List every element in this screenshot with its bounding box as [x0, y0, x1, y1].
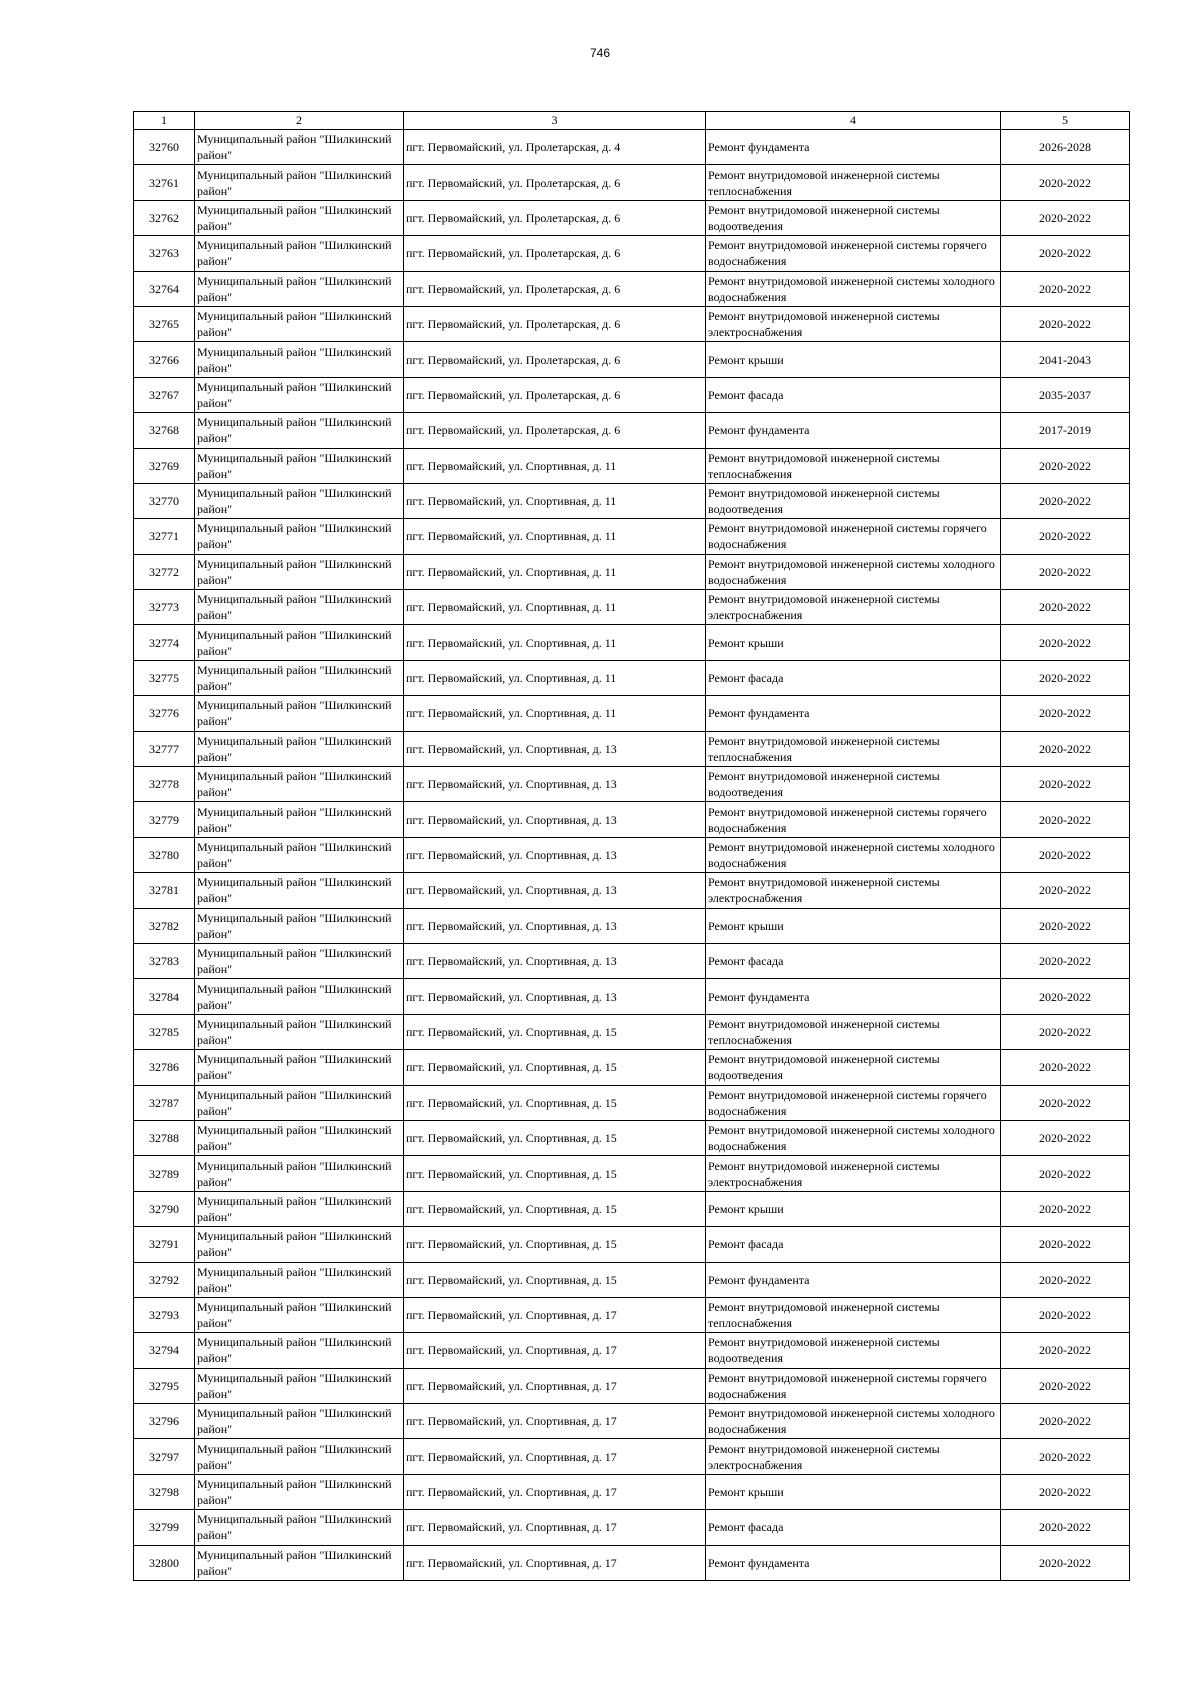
- table-row: [134, 837, 1130, 872]
- row-number-cell: 32783: [134, 943, 195, 978]
- district-cell: Муниципальный район "Шилкинский район": [195, 1227, 404, 1262]
- district-cell: Муниципальный район "Шилкинский район": [195, 1474, 404, 1509]
- table-row: [134, 767, 1130, 802]
- table-row: [134, 1227, 1130, 1262]
- header-row: [134, 112, 1130, 130]
- table-row: [134, 413, 1130, 448]
- period-cell: 2020-2022: [1001, 271, 1130, 306]
- row-number-cell: 32769: [134, 448, 195, 483]
- address-cell: пгт. Первомайский, ул. Спортивная, д. 13: [404, 802, 706, 837]
- district-cell: Муниципальный район "Шилкинский район": [195, 200, 404, 235]
- work-type-cell: Ремонт крыши: [706, 908, 1001, 943]
- district-cell: Муниципальный район "Шилкинский район": [195, 943, 404, 978]
- district-cell: Муниципальный район "Шилкинский район": [195, 767, 404, 802]
- table-row: [134, 696, 1130, 731]
- period-cell: 2020-2022: [1001, 1404, 1130, 1439]
- address-cell: пгт. Первомайский, ул. Спортивная, д. 15: [404, 1191, 706, 1226]
- address-cell: пгт. Первомайский, ул. Спортивная, д. 17: [404, 1404, 706, 1439]
- work-type-cell: Ремонт фундамента: [706, 130, 1001, 165]
- table-row: [134, 1474, 1130, 1509]
- row-number-cell: 32776: [134, 696, 195, 731]
- row-number-cell: 32765: [134, 306, 195, 341]
- table-row: [134, 271, 1130, 306]
- work-type-cell: Ремонт фундамента: [706, 1545, 1001, 1580]
- period-cell: 2020-2022: [1001, 1510, 1130, 1545]
- row-number-cell: 32780: [134, 837, 195, 872]
- address-cell: пгт. Первомайский, ул. Пролетарская, д. 6: [404, 342, 706, 377]
- work-type-cell: Ремонт фасада: [706, 1510, 1001, 1545]
- work-type-cell: Ремонт фасада: [706, 943, 1001, 978]
- table-row: [134, 908, 1130, 943]
- row-number-cell: 32770: [134, 483, 195, 518]
- table-row: [134, 1262, 1130, 1297]
- table-row: [134, 1510, 1130, 1545]
- period-cell: 2020-2022: [1001, 483, 1130, 518]
- table-row: [134, 130, 1130, 165]
- period-cell: 2020-2022: [1001, 1333, 1130, 1368]
- work-type-cell: Ремонт фасада: [706, 1227, 1001, 1262]
- district-cell: Муниципальный район "Шилкинский район": [195, 908, 404, 943]
- table-row: [134, 236, 1130, 271]
- table-row: [134, 342, 1130, 377]
- work-type-cell: Ремонт внутридомовой инженерной системы горячего водоснабжения: [706, 519, 1001, 554]
- address-cell: пгт. Первомайский, ул. Спортивная, д. 13: [404, 908, 706, 943]
- period-cell: 2020-2022: [1001, 802, 1130, 837]
- district-cell: Муниципальный район "Шилкинский район": [195, 519, 404, 554]
- table-row: [134, 554, 1130, 589]
- period-cell: 2020-2022: [1001, 1368, 1130, 1403]
- address-cell: пгт. Первомайский, ул. Спортивная, д. 11: [404, 625, 706, 660]
- district-cell: Муниципальный район "Шилкинский район": [195, 342, 404, 377]
- address-cell: пгт. Первомайский, ул. Спортивная, д. 17: [404, 1545, 706, 1580]
- period-cell: 2020-2022: [1001, 1120, 1130, 1155]
- address-cell: пгт. Первомайский, ул. Пролетарская, д. 6: [404, 271, 706, 306]
- period-cell: 2020-2022: [1001, 731, 1130, 766]
- period-cell: 2020-2022: [1001, 554, 1130, 589]
- row-number-cell: 32778: [134, 767, 195, 802]
- table-row: [134, 1439, 1130, 1474]
- period-cell: 2020-2022: [1001, 590, 1130, 625]
- period-cell: 2020-2022: [1001, 767, 1130, 802]
- address-cell: пгт. Первомайский, ул. Пролетарская, д. 6: [404, 306, 706, 341]
- work-type-cell: Ремонт внутридомовой инженерной системы водоотведения: [706, 483, 1001, 518]
- work-type-cell: Ремонт внутридомовой инженерной системы электроснабжения: [706, 306, 1001, 341]
- table-row: [134, 979, 1130, 1014]
- row-number-cell: 32795: [134, 1368, 195, 1403]
- row-number-cell: 32793: [134, 1297, 195, 1332]
- table-row: [134, 1191, 1130, 1226]
- period-cell: 2020-2022: [1001, 236, 1130, 271]
- table-row: [134, 1297, 1130, 1332]
- period-cell: 2020-2022: [1001, 979, 1130, 1014]
- period-cell: 2020-2022: [1001, 165, 1130, 200]
- address-cell: пгт. Первомайский, ул. Спортивная, д. 17: [404, 1439, 706, 1474]
- district-cell: Муниципальный район "Шилкинский район": [195, 979, 404, 1014]
- district-cell: Муниципальный район "Шилкинский район": [195, 165, 404, 200]
- column-header-4: 4: [706, 112, 1001, 130]
- work-type-cell: Ремонт крыши: [706, 1191, 1001, 1226]
- period-cell: 2020-2022: [1001, 306, 1130, 341]
- period-cell: 2020-2022: [1001, 873, 1130, 908]
- work-type-cell: Ремонт внутридомовой инженерной системы горячего водоснабжения: [706, 236, 1001, 271]
- period-cell: 2041-2043: [1001, 342, 1130, 377]
- column-header-2: 2: [195, 112, 404, 130]
- address-cell: пгт. Первомайский, ул. Спортивная, д. 11: [404, 660, 706, 695]
- work-type-cell: Ремонт фундамента: [706, 1262, 1001, 1297]
- district-cell: Муниципальный район "Шилкинский район": [195, 448, 404, 483]
- address-cell: пгт. Первомайский, ул. Спортивная, д. 15: [404, 1156, 706, 1191]
- district-cell: Муниципальный район "Шилкинский район": [195, 130, 404, 165]
- row-number-cell: 32771: [134, 519, 195, 554]
- work-type-cell: Ремонт внутридомовой инженерной системы теплоснабжения: [706, 1014, 1001, 1049]
- row-number-cell: 32797: [134, 1439, 195, 1474]
- row-number-cell: 32773: [134, 590, 195, 625]
- table-row: [134, 200, 1130, 235]
- table-row: [134, 660, 1130, 695]
- district-cell: Муниципальный район "Шилкинский район": [195, 1333, 404, 1368]
- district-cell: Муниципальный район "Шилкинский район": [195, 377, 404, 412]
- column-header-1: 1: [134, 112, 195, 130]
- work-type-cell: Ремонт внутридомовой инженерной системы теплоснабжения: [706, 165, 1001, 200]
- row-number-cell: 32764: [134, 271, 195, 306]
- table-row: [134, 165, 1130, 200]
- row-number-cell: 32775: [134, 660, 195, 695]
- work-type-cell: Ремонт фасада: [706, 660, 1001, 695]
- period-cell: 2020-2022: [1001, 837, 1130, 872]
- row-number-cell: 32766: [134, 342, 195, 377]
- column-header-3: 3: [404, 112, 706, 130]
- table-row: [134, 1404, 1130, 1439]
- work-type-cell: Ремонт крыши: [706, 625, 1001, 660]
- row-number-cell: 32792: [134, 1262, 195, 1297]
- address-cell: пгт. Первомайский, ул. Пролетарская, д. 4: [404, 130, 706, 165]
- district-cell: Муниципальный район "Шилкинский район": [195, 1085, 404, 1120]
- district-cell: Муниципальный район "Шилкинский район": [195, 1404, 404, 1439]
- work-type-cell: Ремонт внутридомовой инженерной системы электроснабжения: [706, 1439, 1001, 1474]
- page-number: 746: [589, 46, 611, 60]
- district-cell: Муниципальный район "Шилкинский район": [195, 660, 404, 695]
- table-row: [134, 483, 1130, 518]
- address-cell: пгт. Первомайский, ул. Спортивная, д. 11: [404, 448, 706, 483]
- table-row: [134, 625, 1130, 660]
- repair-schedule-table: [133, 111, 1130, 1581]
- district-cell: Муниципальный район "Шилкинский район": [195, 271, 404, 306]
- work-type-cell: Ремонт внутридомовой инженерной системы холодного водоснабжения: [706, 1404, 1001, 1439]
- period-cell: 2020-2022: [1001, 1262, 1130, 1297]
- district-cell: Муниципальный район "Шилкинский район": [195, 1368, 404, 1403]
- table-row: [134, 731, 1130, 766]
- table-row: [134, 590, 1130, 625]
- table-row: [134, 943, 1130, 978]
- row-number-cell: 32789: [134, 1156, 195, 1191]
- work-type-cell: Ремонт внутридомовой инженерной системы электроснабжения: [706, 590, 1001, 625]
- address-cell: пгт. Первомайский, ул. Пролетарская, д. 6: [404, 165, 706, 200]
- address-cell: пгт. Первомайский, ул. Спортивная, д. 17: [404, 1474, 706, 1509]
- address-cell: пгт. Первомайский, ул. Спортивная, д. 17: [404, 1510, 706, 1545]
- work-type-cell: Ремонт внутридомовой инженерной системы теплоснабжения: [706, 448, 1001, 483]
- table-row: [134, 1120, 1130, 1155]
- table-row: [134, 1050, 1130, 1085]
- address-cell: пгт. Первомайский, ул. Спортивная, д. 17: [404, 1297, 706, 1332]
- period-cell: 2020-2022: [1001, 1297, 1130, 1332]
- work-type-cell: Ремонт внутридомовой инженерной системы горячего водоснабжения: [706, 1368, 1001, 1403]
- work-type-cell: Ремонт фундамента: [706, 979, 1001, 1014]
- row-number-cell: 32761: [134, 165, 195, 200]
- period-cell: 2020-2022: [1001, 908, 1130, 943]
- work-type-cell: Ремонт внутридомовой инженерной системы горячего водоснабжения: [706, 1085, 1001, 1120]
- row-number-cell: 32799: [134, 1510, 195, 1545]
- district-cell: Муниципальный район "Шилкинский район": [195, 483, 404, 518]
- district-cell: Муниципальный район "Шилкинский район": [195, 1050, 404, 1085]
- district-cell: Муниципальный район "Шилкинский район": [195, 1439, 404, 1474]
- district-cell: Муниципальный район "Шилкинский район": [195, 306, 404, 341]
- row-number-cell: 32800: [134, 1545, 195, 1580]
- work-type-cell: Ремонт внутридомовой инженерной системы электроснабжения: [706, 873, 1001, 908]
- period-cell: 2020-2022: [1001, 1156, 1130, 1191]
- row-number-cell: 32796: [134, 1404, 195, 1439]
- address-cell: пгт. Первомайский, ул. Спортивная, д. 15: [404, 1050, 706, 1085]
- address-cell: пгт. Первомайский, ул. Спортивная, д. 15: [404, 1085, 706, 1120]
- table-row: [134, 306, 1130, 341]
- address-cell: пгт. Первомайский, ул. Спортивная, д. 13: [404, 837, 706, 872]
- district-cell: Муниципальный район "Шилкинский район": [195, 1510, 404, 1545]
- row-number-cell: 32785: [134, 1014, 195, 1049]
- period-cell: 2020-2022: [1001, 1085, 1130, 1120]
- address-cell: пгт. Первомайский, ул. Спортивная, д. 13: [404, 731, 706, 766]
- address-cell: пгт. Первомайский, ул. Спортивная, д. 11: [404, 590, 706, 625]
- row-number-cell: 32798: [134, 1474, 195, 1509]
- table-row: [134, 802, 1130, 837]
- work-type-cell: Ремонт внутридомовой инженерной системы водоотведения: [706, 1050, 1001, 1085]
- period-cell: 2020-2022: [1001, 660, 1130, 695]
- row-number-cell: 32774: [134, 625, 195, 660]
- period-cell: 2017-2019: [1001, 413, 1130, 448]
- address-cell: пгт. Первомайский, ул. Спортивная, д. 11: [404, 519, 706, 554]
- address-cell: пгт. Первомайский, ул. Пролетарская, д. 6: [404, 377, 706, 412]
- row-number-cell: 32772: [134, 554, 195, 589]
- district-cell: Муниципальный район "Шилкинский район": [195, 1014, 404, 1049]
- address-cell: пгт. Первомайский, ул. Спортивная, д. 17: [404, 1333, 706, 1368]
- row-number-cell: 32787: [134, 1085, 195, 1120]
- work-type-cell: Ремонт фундамента: [706, 413, 1001, 448]
- period-cell: 2020-2022: [1001, 1014, 1130, 1049]
- table-row: [134, 1014, 1130, 1049]
- work-type-cell: Ремонт внутридомовой инженерной системы теплоснабжения: [706, 1297, 1001, 1332]
- table-row: [134, 1333, 1130, 1368]
- address-cell: пгт. Первомайский, ул. Пролетарская, д. 6: [404, 236, 706, 271]
- address-cell: пгт. Первомайский, ул. Спортивная, д. 11: [404, 554, 706, 589]
- district-cell: Муниципальный район "Шилкинский район": [195, 802, 404, 837]
- district-cell: Муниципальный район "Шилкинский район": [195, 731, 404, 766]
- row-number-cell: 32762: [134, 200, 195, 235]
- period-cell: 2020-2022: [1001, 448, 1130, 483]
- table-header: [134, 112, 1130, 130]
- table-row: [134, 1545, 1130, 1580]
- row-number-cell: 32788: [134, 1120, 195, 1155]
- table-row: [134, 377, 1130, 412]
- work-type-cell: Ремонт внутридомовой инженерной системы водоотведения: [706, 1333, 1001, 1368]
- work-type-cell: Ремонт крыши: [706, 342, 1001, 377]
- address-cell: пгт. Первомайский, ул. Спортивная, д. 13: [404, 979, 706, 1014]
- row-number-cell: 32791: [134, 1227, 195, 1262]
- period-cell: 2020-2022: [1001, 200, 1130, 235]
- period-cell: 2026-2028: [1001, 130, 1130, 165]
- period-cell: 2020-2022: [1001, 1191, 1130, 1226]
- table-row: [134, 1156, 1130, 1191]
- row-number-cell: 32784: [134, 979, 195, 1014]
- district-cell: Муниципальный район "Шилкинский район": [195, 625, 404, 660]
- row-number-cell: 32768: [134, 413, 195, 448]
- district-cell: Муниципальный район "Шилкинский район": [195, 236, 404, 271]
- table-body: [134, 130, 1130, 1581]
- row-number-cell: 32782: [134, 908, 195, 943]
- address-cell: пгт. Первомайский, ул. Пролетарская, д. 6: [404, 200, 706, 235]
- district-cell: Муниципальный район "Шилкинский район": [195, 1120, 404, 1155]
- period-cell: 2020-2022: [1001, 1545, 1130, 1580]
- work-type-cell: Ремонт внутридомовой инженерной системы теплоснабжения: [706, 731, 1001, 766]
- period-cell: 2020-2022: [1001, 1439, 1130, 1474]
- address-cell: пгт. Первомайский, ул. Спортивная, д. 11: [404, 483, 706, 518]
- work-type-cell: Ремонт фасада: [706, 377, 1001, 412]
- work-type-cell: Ремонт внутридомовой инженерной системы водоотведения: [706, 767, 1001, 802]
- address-cell: пгт. Первомайский, ул. Спортивная, д. 15: [404, 1120, 706, 1155]
- period-cell: 2020-2022: [1001, 1474, 1130, 1509]
- table-row: [134, 448, 1130, 483]
- work-type-cell: Ремонт внутридомовой инженерной системы горячего водоснабжения: [706, 802, 1001, 837]
- address-cell: пгт. Первомайский, ул. Спортивная, д. 15: [404, 1014, 706, 1049]
- table-row: [134, 1368, 1130, 1403]
- district-cell: Муниципальный район "Шилкинский район": [195, 696, 404, 731]
- row-number-cell: 32763: [134, 236, 195, 271]
- column-header-5: 5: [1001, 112, 1130, 130]
- period-cell: 2020-2022: [1001, 696, 1130, 731]
- address-cell: пгт. Первомайский, ул. Пролетарская, д. 6: [404, 413, 706, 448]
- period-cell: 2020-2022: [1001, 1227, 1130, 1262]
- table-row: [134, 1085, 1130, 1120]
- row-number-cell: 32767: [134, 377, 195, 412]
- district-cell: Муниципальный район "Шилкинский район": [195, 873, 404, 908]
- work-type-cell: Ремонт внутридомовой инженерной системы холодного водоснабжения: [706, 837, 1001, 872]
- district-cell: Муниципальный район "Шилкинский район": [195, 1191, 404, 1226]
- row-number-cell: 32786: [134, 1050, 195, 1085]
- address-cell: пгт. Первомайский, ул. Спортивная, д. 15: [404, 1227, 706, 1262]
- district-cell: Муниципальный район "Шилкинский район": [195, 413, 404, 448]
- address-cell: пгт. Первомайский, ул. Спортивная, д. 13: [404, 873, 706, 908]
- period-cell: 2035-2037: [1001, 377, 1130, 412]
- work-type-cell: Ремонт внутридомовой инженерной системы холодного водоснабжения: [706, 271, 1001, 306]
- district-cell: Муниципальный район "Шилкинский район": [195, 837, 404, 872]
- row-number-cell: 32794: [134, 1333, 195, 1368]
- row-number-cell: 32779: [134, 802, 195, 837]
- district-cell: Муниципальный район "Шилкинский район": [195, 1156, 404, 1191]
- work-type-cell: Ремонт фундамента: [706, 696, 1001, 731]
- row-number-cell: 32781: [134, 873, 195, 908]
- row-number-cell: 32777: [134, 731, 195, 766]
- period-cell: 2020-2022: [1001, 1050, 1130, 1085]
- district-cell: Муниципальный район "Шилкинский район": [195, 590, 404, 625]
- address-cell: пгт. Первомайский, ул. Спортивная, д. 17: [404, 1368, 706, 1403]
- table-row: [134, 519, 1130, 554]
- district-cell: Муниципальный район "Шилкинский район": [195, 554, 404, 589]
- row-number-cell: 32790: [134, 1191, 195, 1226]
- work-type-cell: Ремонт крыши: [706, 1474, 1001, 1509]
- address-cell: пгт. Первомайский, ул. Спортивная, д. 13: [404, 767, 706, 802]
- period-cell: 2020-2022: [1001, 519, 1130, 554]
- address-cell: пгт. Первомайский, ул. Спортивная, д. 13: [404, 943, 706, 978]
- work-type-cell: Ремонт внутридомовой инженерной системы водоотведения: [706, 200, 1001, 235]
- period-cell: 2020-2022: [1001, 625, 1130, 660]
- work-type-cell: Ремонт внутридомовой инженерной системы электроснабжения: [706, 1156, 1001, 1191]
- row-number-cell: 32760: [134, 130, 195, 165]
- work-type-cell: Ремонт внутридомовой инженерной системы холодного водоснабжения: [706, 554, 1001, 589]
- district-cell: Муниципальный район "Шилкинский район": [195, 1545, 404, 1580]
- address-cell: пгт. Первомайский, ул. Спортивная, д. 11: [404, 696, 706, 731]
- address-cell: пгт. Первомайский, ул. Спортивная, д. 15: [404, 1262, 706, 1297]
- district-cell: Муниципальный район "Шилкинский район": [195, 1262, 404, 1297]
- work-type-cell: Ремонт внутридомовой инженерной системы холодного водоснабжения: [706, 1120, 1001, 1155]
- period-cell: 2020-2022: [1001, 943, 1130, 978]
- district-cell: Муниципальный район "Шилкинский район": [195, 1297, 404, 1332]
- table-row: [134, 873, 1130, 908]
